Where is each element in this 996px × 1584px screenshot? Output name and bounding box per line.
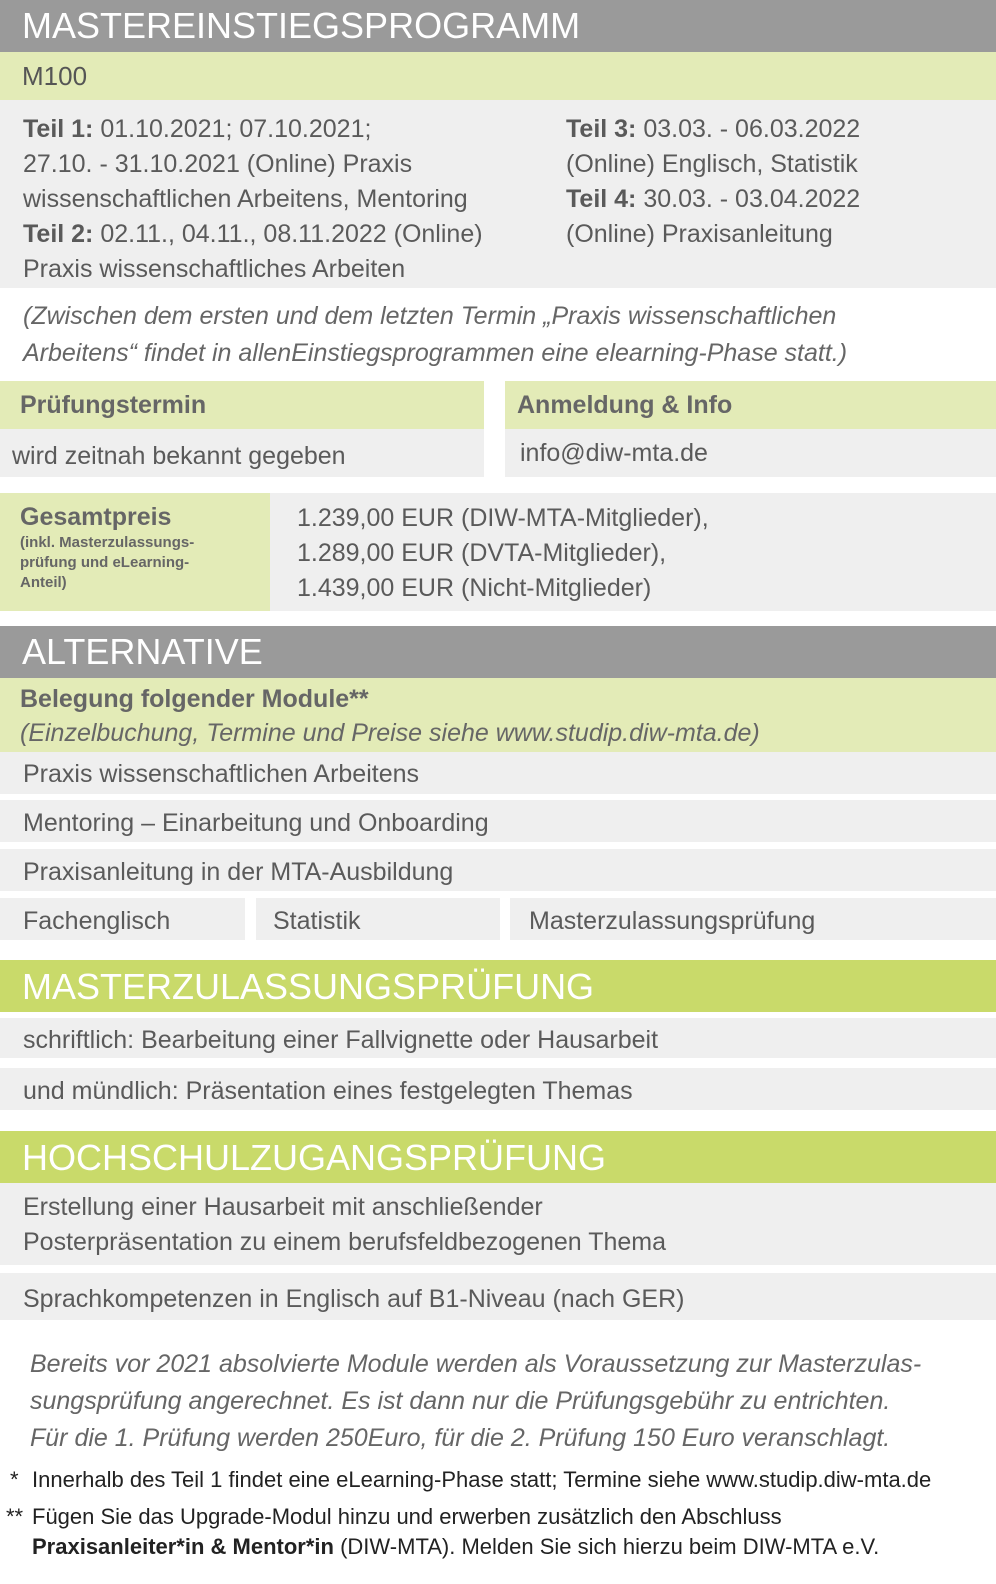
footnote-1-text: Innerhalb des Teil 1 findet eine eLearning-Phase statt; Termine siehe www.studip.diw-mta.de <box>32 1467 932 1492</box>
footnote-2-line1: Fügen Sie das Upgrade-Modul hinzu und erwerben zusätzlich den Abschluss <box>32 1504 782 1529</box>
footnote-2-bold: Praxisanleiter*in & Mentor*in <box>32 1534 334 1559</box>
module-row-3: Praxisanleitung in der MTA-Ausbildung <box>0 849 996 891</box>
info-label: Anmeldung & Info <box>505 381 996 429</box>
teil1-dates: 01.10.2021; 07.10.2021; <box>93 115 372 143</box>
schedule-left-column <box>23 112 553 287</box>
price-label-block <box>0 493 270 611</box>
alternative-subheading: (Einzelbuchung, Termine und Preise siehe www.studip.diw-mta.de) <box>20 719 760 747</box>
masterexam-title: MASTERZULASSUNGSPRÜFUNG <box>0 960 996 1012</box>
main-title: MASTEREINSTIEGSPROGRAMM <box>0 0 996 52</box>
teil2-dates: 02.11., 04.11., 08.11.2022 (Online) <box>93 220 483 248</box>
teil1-line2: 27.10. - 31.10.2021 (Online) Praxis <box>23 150 413 178</box>
teil4-dates: 30.03. - 03.04.2022 <box>636 185 861 213</box>
module-statistik: Statistik <box>256 898 500 940</box>
teil4-label: Teil 4: <box>566 185 637 213</box>
hochschule-item-1-line2: Posterpräsentation zu einem berufsfeldbezogenen Thema <box>23 1228 667 1256</box>
teil1-label: Teil 1: <box>23 115 94 143</box>
hochschule-item-1 <box>0 1183 996 1265</box>
hochschule-item-1-line1: Erstellung einer Hausarbeit mit anschließender <box>23 1193 543 1221</box>
masterexam-item-1: schriftlich: Bearbeitung einer Fallvignette oder Hausarbeit <box>0 1018 996 1058</box>
teil3-dates: 03.03. - 06.03.2022 <box>636 115 861 143</box>
footnote-2-mark: ** <box>6 1504 24 1529</box>
hochschule-item-2: Sprachkompetenzen in Englisch auf B1-Niveau (nach GER) <box>0 1273 996 1320</box>
exam-label: Prüfungstermin <box>0 381 484 429</box>
teil3-line2: (Online) Englisch, Statistik <box>566 150 858 178</box>
alternative-heading: Belegung folgender Module** <box>20 685 369 713</box>
alternative-title: ALTERNATIVE <box>0 626 996 678</box>
module-row-1: Praxis wissenschaftlichen Arbeitens <box>0 752 996 794</box>
schedule-block <box>0 100 996 288</box>
hochschule-title: HOCHSCHULZUGANGSPRÜFUNG <box>0 1131 996 1183</box>
module-code: M100 <box>0 52 996 100</box>
price-sub-line1: (inkl. Masterzulassungs- <box>20 534 195 551</box>
teil2-label: Teil 2: <box>23 220 94 248</box>
final-note-line3: Für die 1. Prüfung werden 250Euro, für die 2. Prüfung 150 Euro veranschlagt. <box>30 1424 891 1452</box>
elearning-note-line2: Arbeitens“ findet in allenEinstiegsprogrammen eine elearning-Phase statt.) <box>23 339 848 367</box>
footnote-1-mark: * <box>10 1467 19 1492</box>
final-note-line1: Bereits vor 2021 absolvierte Module werden als Voraussetzung zur Masterzulas- <box>30 1350 922 1378</box>
final-note <box>30 1346 990 1457</box>
module-masterzulassung: Masterzulassungsprüfung <box>510 898 996 940</box>
masterexam-item-2: und mündlich: Präsentation eines festgelegten Themas <box>0 1068 996 1110</box>
elearning-note <box>23 298 983 372</box>
teil3-label: Teil 3: <box>566 115 637 143</box>
price-line2: 1.289,00 EUR (DVTA-Mitglieder), <box>297 539 667 567</box>
teil1-line3: wissenschaftlichen Arbeitens, Mentoring <box>23 185 468 213</box>
elearning-note-line1: (Zwischen dem ersten und dem letzten Termin „Praxis wissenschaftlichen <box>23 302 837 330</box>
price-label: Gesamtpreis <box>20 503 172 531</box>
final-note-line2: sungsprüfung angerechnet. Es ist dann nur die Prüfungsgebühr zu entrichten. <box>30 1387 891 1415</box>
info-email[interactable]: info@diw-mta.de <box>505 429 996 477</box>
teil4-line2: (Online) Praxisanleitung <box>566 220 833 248</box>
footnote-2 <box>6 1502 996 1562</box>
price-line1: 1.239,00 EUR (DIW-MTA-Mitglieder), <box>297 504 709 532</box>
schedule-right-column <box>566 112 986 252</box>
alternative-header <box>0 678 996 752</box>
footnote-1 <box>10 1465 996 1495</box>
price-line3: 1.439,00 EUR (Nicht-Mitglieder) <box>297 574 652 602</box>
price-sub-line2: prüfung und eLearning- <box>20 554 190 571</box>
exam-value: wird zeitnah bekannt gegeben <box>0 429 484 477</box>
module-row-2: Mentoring – Einarbeitung und Onboarding <box>0 800 996 842</box>
module-fachenglisch: Fachenglisch <box>0 898 245 940</box>
teil2-line2: Praxis wissenschaftliches Arbeiten <box>23 255 406 283</box>
price-sub-line3: Anteil) <box>20 574 67 591</box>
price-values <box>270 493 996 611</box>
footnote-2-rest: (DIW-MTA). Melden Sie sich hierzu beim DIW-MTA e.V. <box>333 1534 880 1559</box>
